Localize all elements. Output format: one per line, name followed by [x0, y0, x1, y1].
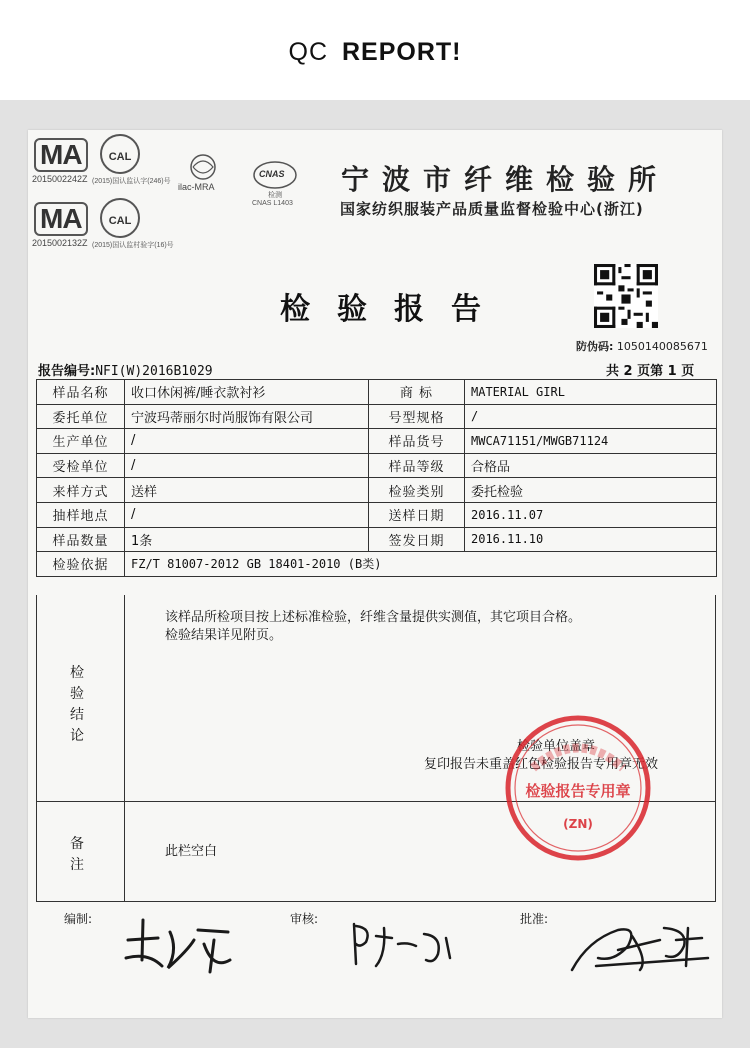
row-value: /	[125, 429, 369, 454]
approve-label: 批准:	[520, 912, 549, 926]
cnas-logo	[252, 160, 298, 210]
banner-title	[0, 38, 750, 67]
banner-qc: QC	[288, 38, 328, 66]
cma-logo-1: MA	[34, 138, 88, 172]
table-row	[37, 527, 717, 552]
conclusion-label-cell	[37, 595, 125, 801]
conclusion-label-char: 论	[70, 728, 84, 744]
row-label: 样品等级	[369, 453, 465, 478]
table-row	[37, 478, 717, 503]
conclusion-label-char: 检	[70, 665, 84, 681]
row-value: 收口休闲裤/睡衣款衬衫	[125, 380, 369, 405]
banner-report: REPORT!	[342, 38, 462, 66]
row-label: 商 标	[369, 380, 465, 405]
row-label: 号型规格	[369, 404, 465, 429]
table-row-basis	[37, 552, 717, 577]
page-count: 共 2 页第 1 页	[606, 364, 695, 379]
row-label: 委托单位	[37, 404, 125, 429]
remark-label	[67, 834, 87, 876]
table-row	[37, 404, 717, 429]
compile-label: 编制:	[64, 912, 93, 926]
basis-label: 检验依据	[37, 552, 125, 577]
cnas-text: CNAS	[259, 169, 285, 179]
basis-value: FZ/T 81007-2012 GB 18401-2010 (B类)	[125, 552, 717, 577]
row-label: 抽样地点	[37, 502, 125, 527]
row-label: 生产单位	[37, 429, 125, 454]
row-label: 样品名称	[37, 380, 125, 405]
banner	[0, 0, 750, 100]
compiler-signature-icon	[118, 910, 238, 980]
qr-code-icon	[594, 264, 658, 328]
cnas-code: CNAS L1403	[252, 200, 293, 207]
row-value: 委托检验	[465, 478, 717, 503]
conclusion-text-line-1: 该样品所检项目按上述标准检验，纤维含量提供实测值，其它项目合格。	[165, 610, 582, 625]
org-subname: 国家纺织服装产品质量监督检验中心(浙江)	[340, 200, 644, 218]
row-label: 送样日期	[369, 502, 465, 527]
row-value: MATERIAL GIRL	[465, 380, 717, 405]
ilac-text: ilac-MRA	[178, 182, 215, 192]
row-label: 签发日期	[369, 527, 465, 552]
cma-note-2: (2015)国认监村验字(16)号	[92, 242, 174, 249]
cma-code-2: 2015002132Z	[32, 238, 88, 248]
conclusion-text	[165, 609, 705, 645]
stamp-notice: 检验单位盖章	[517, 739, 596, 754]
org-name: 宁波市纤维检验所	[341, 163, 670, 196]
cma-logo-2: MA	[34, 202, 88, 236]
remark-section	[36, 802, 716, 902]
remark-text: 此栏空白	[165, 844, 218, 859]
conclusion-label	[67, 663, 87, 747]
row-value: 2016.11.10	[465, 527, 717, 552]
cnas-sub: 检测	[268, 192, 282, 199]
remark-label-char: 备	[70, 836, 84, 852]
row-value: /	[465, 404, 717, 429]
row-value: MWCA71151/MWGB71124	[465, 429, 717, 454]
row-value: 合格品	[465, 453, 717, 478]
cal-logo-1-text: CAL	[108, 151, 132, 163]
row-label: 检验类别	[369, 478, 465, 503]
row-label: 受检单位	[37, 453, 125, 478]
ilac-emblem-icon	[178, 152, 228, 182]
row-value: 2016.11.07	[465, 502, 717, 527]
row-label: 来样方式	[37, 478, 125, 503]
report-number-value: NFI(W)2016B1029	[95, 364, 213, 379]
cma-code-1: 2015002242Z	[32, 174, 88, 184]
anti-counterfeit-code: 1050140085671	[616, 340, 708, 353]
row-label: 样品数量	[37, 527, 125, 552]
row-value: 宁波玛蒂丽尔时尚服饰有限公司	[125, 404, 369, 429]
table-row	[37, 502, 717, 527]
approver-signature-icon	[568, 910, 718, 980]
seal-code-text: (ZN)	[563, 817, 593, 831]
reviewer-signature-icon	[346, 914, 476, 974]
row-value: /	[125, 453, 369, 478]
report-number	[38, 360, 213, 379]
remark-label-char: 注	[70, 857, 84, 873]
cal-logo-2	[100, 198, 140, 238]
remark-label-cell	[37, 802, 125, 901]
anti-counterfeit-label: 防伪码:	[576, 340, 614, 353]
cal-logo-2-text: CAL	[108, 215, 132, 227]
table-row	[37, 453, 717, 478]
cal-logo-1	[100, 134, 140, 174]
copy-validity-notice: 复印报告未重盖红色检验报告专用章无效	[424, 757, 659, 772]
conclusion-label-char: 结	[70, 707, 84, 723]
table-row	[37, 429, 717, 454]
conclusion-text-line-2: 检验结果详见附页。	[165, 628, 283, 643]
cma-note-1: (2015)国认监认字(246)号	[92, 178, 171, 185]
report-document	[28, 130, 722, 1018]
report-title: 检验报告	[280, 292, 508, 327]
report-number-label: 报告编号:	[38, 364, 96, 379]
table-row	[37, 380, 717, 405]
seal-center-text: 检验报告专用章	[525, 782, 631, 800]
sample-info-table	[36, 379, 717, 577]
row-label: 样品货号	[369, 429, 465, 454]
row-value: 送样	[125, 478, 369, 503]
row-value: /	[125, 502, 369, 527]
conclusion-label-char: 验	[70, 686, 84, 702]
review-label: 审核:	[290, 912, 319, 926]
row-value: 1条	[125, 527, 369, 552]
anti-counterfeit	[576, 338, 708, 354]
ilac-logo	[178, 152, 228, 192]
